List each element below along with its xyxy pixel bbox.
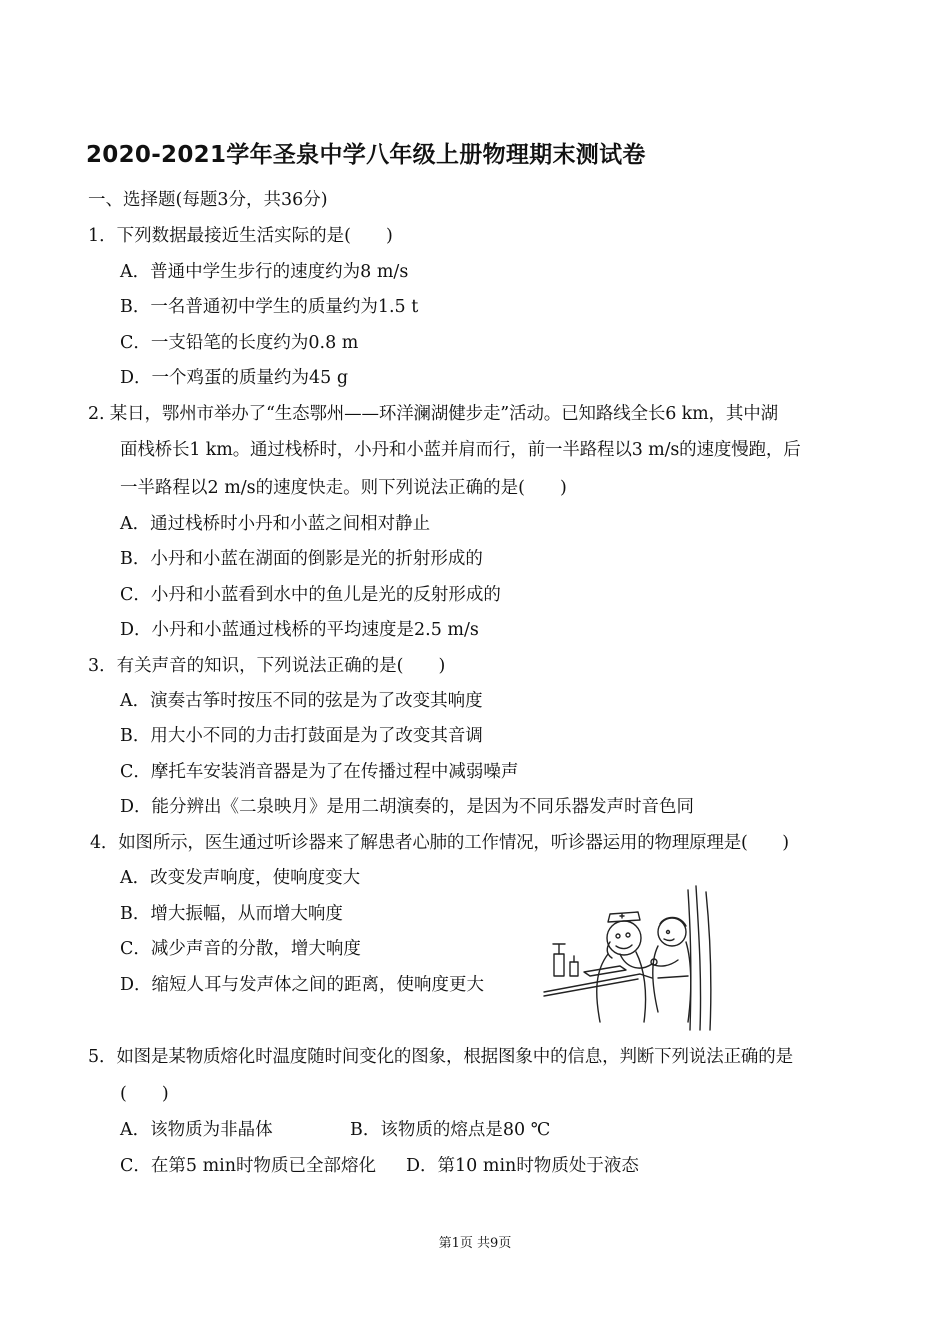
question-2-option-a: A．通过栈桥时小丹和小蓝之间相对静止 (120, 514, 431, 534)
question-4-stem: 4．如图所示，医生通过听诊器来了解患者心肺的工作情况，听诊器运用的物理原理是( ) (90, 833, 789, 853)
section-heading: 一、选择题(每题3分，共36分) (88, 190, 328, 210)
question-4-option-c: C．减少声音的分散，增大响度 (120, 939, 361, 959)
question-1-option-d: D．一个鸡蛋的质量约为45 g (120, 368, 349, 388)
question-2-stem-line-1: 2. 某日，鄂州市举办了“生态鄂州——环洋澜湖健步走”活动。已知路线全长6 km，其中湖 (88, 404, 778, 424)
question-1-stem: 1．下列数据最接近生活实际的是( ) (88, 226, 393, 246)
question-5-stem-line-2: ( ) (120, 1084, 169, 1104)
question-2-stem-line-3: 一半路程以2 m/s的速度快走。则下列说法正确的是( ) (120, 478, 567, 498)
question-2-option-b: B．小丹和小蓝在湖面的倒影是光的折射形成的 (120, 549, 483, 569)
question-5-option-d: D．第10 min时物质处于液态 (406, 1156, 639, 1176)
question-1-option-b: B．一名普通初中学生的质量约为1.5 t (120, 297, 419, 317)
question-4-option-b: B．增大振幅，从而增大响度 (120, 904, 343, 924)
question-5-option-b: B．该物质的熔点是80 ℃ (350, 1120, 551, 1140)
question-3-option-d: D．能分辨出《二泉映月》是用二胡演奏的，是因为不同乐器发声时音色同 (120, 797, 695, 817)
question-3-stem: 3．有关声音的知识，下列说法正确的是( ) (88, 656, 446, 676)
question-3-option-c: C．摩托车安装消音器是为了在传播过程中减弱噪声 (120, 762, 519, 782)
question-2-option-c: C．小丹和小蓝看到水中的鱼儿是光的反射形成的 (120, 585, 501, 605)
question-1-option-a: A．普通中学生步行的速度约为8 m/s (120, 262, 409, 282)
question-2-option-d: D．小丹和小蓝通过栈桥的平均速度是2.5 m/s (120, 620, 479, 640)
stethoscope-illustration (540, 882, 730, 1032)
question-5-option-a: A．该物质为非晶体 (120, 1120, 273, 1140)
question-3-option-b: B．用大小不同的力击打鼓面是为了改变其音调 (120, 726, 483, 746)
page-title: 2020-2021学年圣泉中学八年级上册物理期末测试卷 (86, 142, 646, 168)
page-footer: 第1页 共9页 (438, 1236, 512, 1251)
question-2-stem-line-2: 面栈桥长1 km。通过栈桥时，小丹和小蓝并肩而行，前一半路程以3 m/s的速度慢跑，后 (120, 440, 801, 460)
question-3-option-a: A．演奏古筝时按压不同的弦是为了改变其响度 (120, 691, 483, 711)
question-4-option-a: A．改变发声响度，使响度变大 (120, 868, 361, 888)
question-5-stem-line-1: 5．如图是某物质熔化时温度随时间变化的图象，根据图象中的信息，判断下列说法正确的是 (88, 1047, 793, 1067)
question-1-option-c: C．一支铅笔的长度约为0.8 m (120, 333, 359, 353)
question-5-option-c: C．在第5 min时物质已全部熔化 (120, 1156, 377, 1176)
question-4-option-d: D．缩短人耳与发声体之间的距离，使响度更大 (120, 975, 485, 995)
